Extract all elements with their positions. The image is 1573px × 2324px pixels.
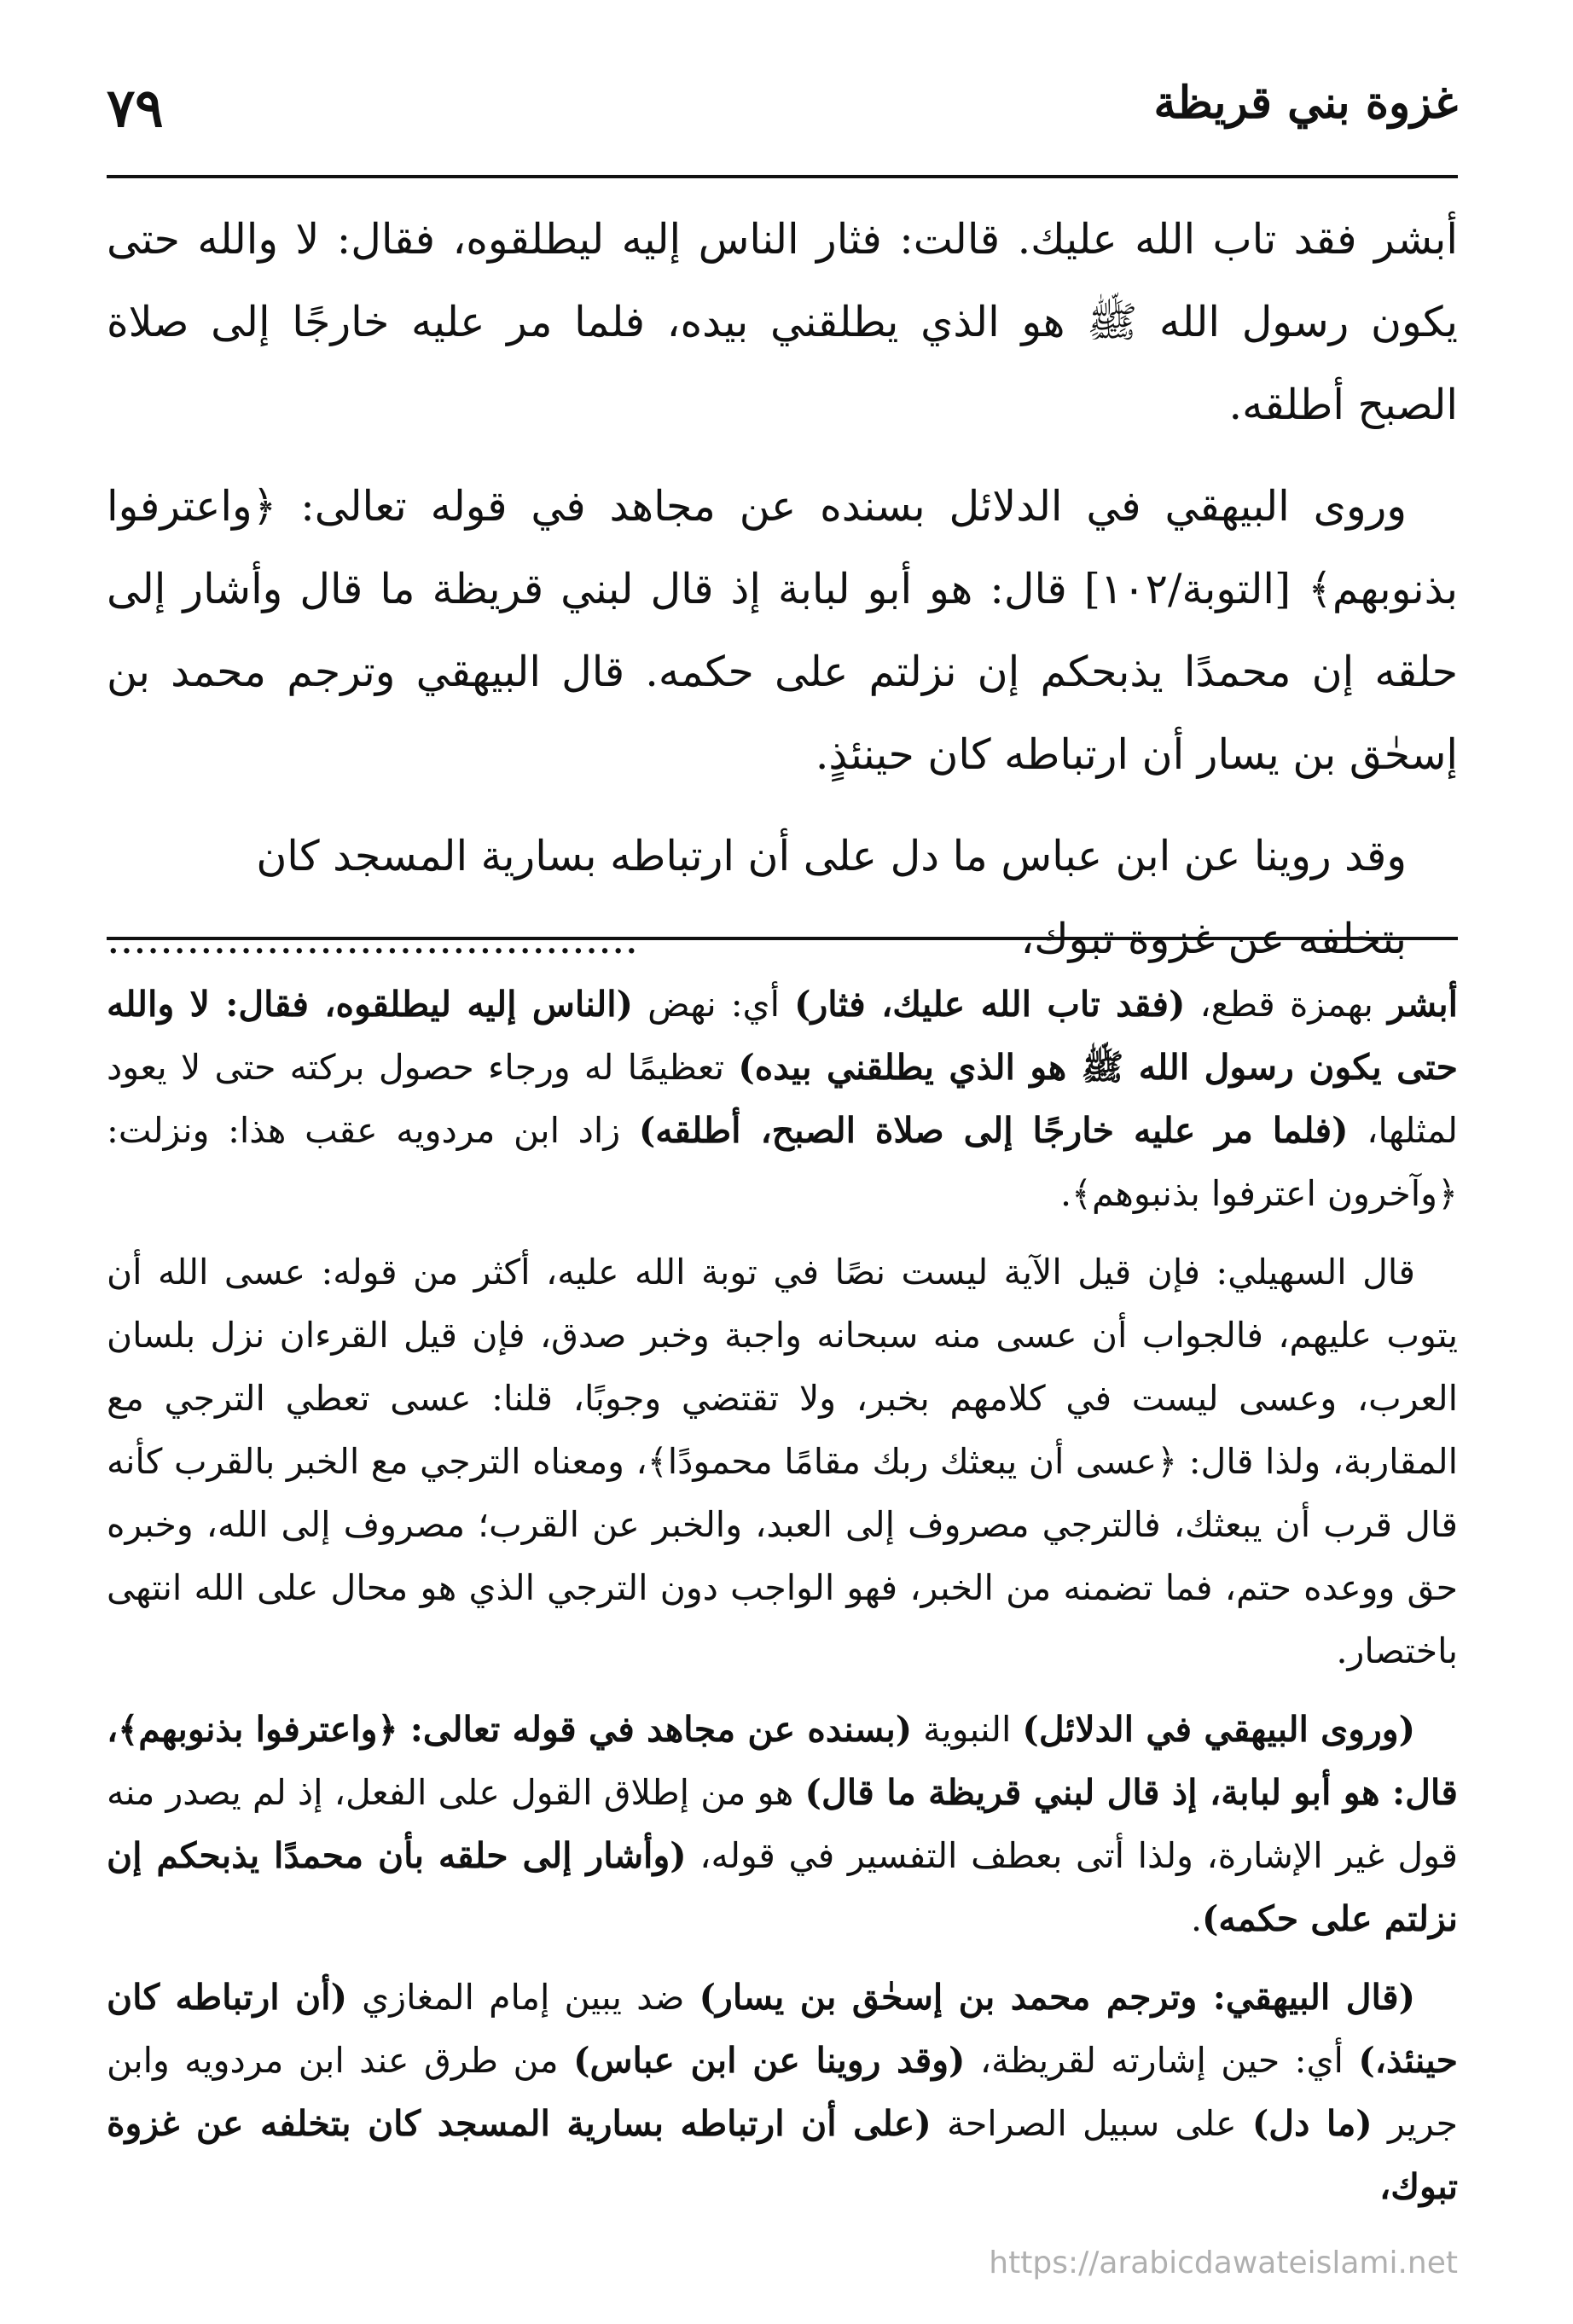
text-run: تعظيمًا له ورجاء حصول بركته حتى لا يعود لمثلها، — [107, 1047, 1458, 1151]
commentary-paragraph-4 — [107, 1966, 1458, 2218]
bold-quote-run: (الناس إليه ليطلقوه، فقال: لا والله حتى يكون رسول الله ﷺ هو الذي يطلقني بيده) — [107, 984, 1458, 1088]
text-run: أي: حين إشارته لقريظة، — [965, 2040, 1359, 2081]
bold-quote-run: (فلما مر عليه خارجًا إلى صلاة الصبح، أطلقه) — [638, 1110, 1349, 1151]
text-run: من طرق عند ابن مردويه وابن جرير — [107, 2040, 1458, 2144]
bold-quote-run: (أن ارتباطه كان حينئذ،) — [107, 1977, 1458, 2081]
text-run: ضد يبين إمام المغازي — [346, 1977, 699, 2018]
main-paragraph-2: وروى البيهقي في الدلائل بسنده عن مجاهد في قوله تعالى: ﴿واعترفوا بذنوبهم﴾ [التوبة/١٠٢] قال: هو أبو لبابة إذ قال لبني قريظة ما قال وأشار إلى حلقه إن محمدًا يذبحكم إن نزلتم على حكمه. قال البيهقي وترجم محمد بن إسحٰق بن يسار أن ارتباطه كان حينئذٍ. — [107, 482, 1458, 779]
commentary-divider — [107, 937, 1458, 940]
commentary-paragraph-2: قال السهيلي: فإن قيل الآية ليست نصًا في توبة الله عليه، أكثر من قوله: عسى الله أن يتوب عليهم، فالجواب أن عسى منه سبحانه واجبة وخبر صدق، فإن قيل القرءان نزل بلسان العرب، وعسى ليست في كلامهم بخبر، ولا تقتضي وجوبًا، قلنا: عسى تعطي الترجي مع المقاربة، ولذا قال: ﴿عسى أن يبعثك ربك مقامًا محمودًا﴾، ومعناه الترجي مع الخبر بالقرب كأنه قال قرب أن يبعثك، فالترجي مصروف إلى العبد، والخبر عن القرب؛ مصروف إلى الله، وخبره حق ووعده حتم، فما تضمنه من الخبر، فهو الواجب دون الترجي الذي هو محال على الله انتهى باختصار. — [107, 1252, 1458, 1671]
main-text — [107, 198, 1458, 999]
watermark-url: https://arabicdawateislami.net — [989, 2246, 1458, 2280]
page-header — [107, 77, 1458, 145]
bold-quote-run: أبشر — [1388, 984, 1459, 1025]
chapter-title: غزوة بني قريظة — [1153, 77, 1458, 129]
main-paragraph-3-end: بتخلفه عن غزوة تبوك، — [1020, 915, 1407, 963]
bold-quote-run: (قال البيهقي: وترجم محمد بن إسحٰق بن يسار) — [699, 1977, 1416, 2018]
bold-quote-run: (وأشار إلى حلقه بأن محمدًا يذبحكم إن نزلتم على حكمه) — [107, 1835, 1458, 1939]
bold-quote-run: (وروى البيهقي في الدلائل) — [1022, 1709, 1415, 1750]
text-run: النبوية — [912, 1709, 1023, 1750]
text-run: على سبيل الصراحة — [931, 2103, 1252, 2144]
bold-quote-run: (على أن ارتباطه بسارية المسجد كان بتخلفه عن غزوة تبوك، — [107, 2103, 1458, 2207]
commentary-paragraph-1 — [107, 973, 1458, 1225]
bold-quote-run: (ما دل) — [1251, 2103, 1373, 2144]
main-paragraph-1: أبشر فقد تاب الله عليك. قالت: فثار الناس إليه ليطلقوه، فقال: لا والله حتى يكون رسول الله ﷺ هو الذي يطلقني بيده، فلما مر عليه خارجًا إلى صلاة الصبح أطلقه. — [107, 215, 1458, 429]
main-paragraph-3 — [107, 815, 1458, 980]
text-run: بهمزة قطع، — [1185, 984, 1389, 1025]
bold-quote-run: (بسنده عن مجاهد في قوله تعالى: ﴿واعترفوا بذنوبهم﴾، قال: هو أبو لبابة، إذ قال لبني قريظة ما قال) — [106, 1709, 1458, 1813]
header-divider — [107, 175, 1458, 178]
page-number: ٧٩ — [107, 77, 164, 139]
text-run: أي: نهض — [633, 984, 795, 1025]
ellipsis-dots: ........................................ — [107, 915, 639, 963]
main-paragraph-3-text: وقد روينا عن ابن عباس ما دل على أن ارتباطه بسارية المسجد كان — [256, 832, 1407, 880]
text-run: هو من إطلاق القول على الفعل، إذ لم يصدر منه قول غير الإشارة، ولذا أتى بعطف التفسير في قوله، — [107, 1772, 1458, 1876]
bold-quote-run: (فقد تاب الله عليك، فثار) — [794, 984, 1186, 1025]
bold-quote-run: (وقد روينا عن ابن عباس) — [573, 2040, 966, 2081]
commentary-text — [107, 973, 1458, 2234]
commentary-paragraph-3 — [107, 1698, 1458, 1950]
text-run: . — [1190, 1898, 1202, 1939]
text-run: زاد ابن مردويه عقب هذا: ونزلت: ﴿وآخرون اعترفوا بذنبوهم﴾. — [107, 1110, 1458, 1214]
